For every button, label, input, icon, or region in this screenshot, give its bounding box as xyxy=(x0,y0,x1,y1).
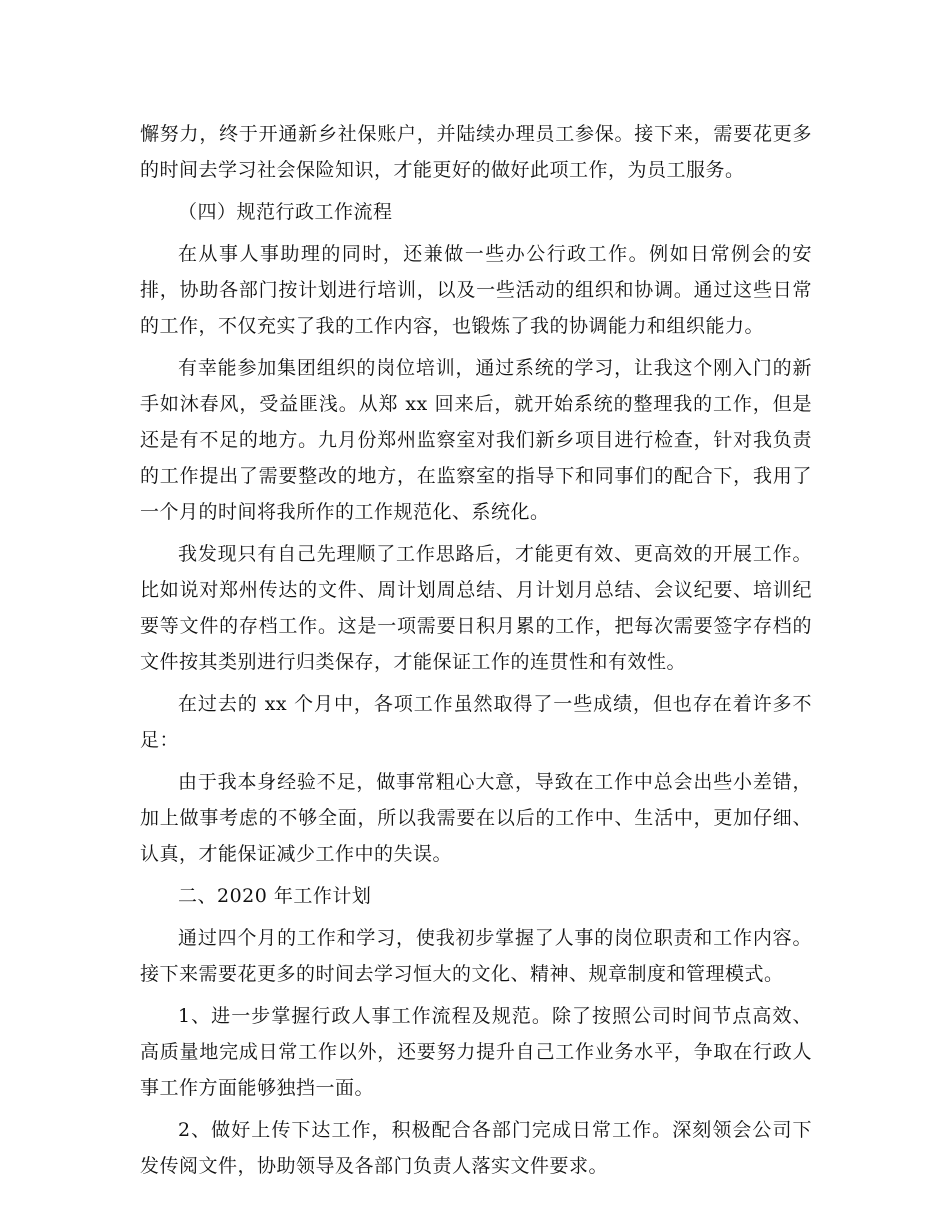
paragraph-4: 我发现只有自己先理顺了工作思路后，才能更有效、更高效的开展工作。比如说对郑州传达的文件、周计划周总结、月计划月总结、会议纪要、培训纪要等文件的存档工作。这是一项需要日积月累的工作，把每次需要签字存档的文件按其类别进行归类保存，才能保证工作的连贯性和有效性。 xyxy=(140,543,812,673)
section-heading-plan: 二、2020 年工作计划 xyxy=(178,885,372,907)
paragraph-3: 有幸能参加集团组织的岗位培训，通过系统的学习，让我这个刚入门的新手如沐春风，受益匪浅。从郑 xx 回来后，就开始系统的整理我的工作，但是还是有不足的地方。九月份郑州监察室对我们新乡项目进行检查，针对我负责的工作提出了需要整改的地方，在监察室的指导下和同事们的配合下，我用了一个月的时间将我所作的工作规范化、系统化。 xyxy=(140,357,812,523)
paragraph-1: 懈努力，终于开通新乡社保账户，并陆续办理员工参保。接下来，需要花更多的时间去学习社会保险知识，才能更好的做好此项工作，为员工服务。 xyxy=(140,123,812,181)
paragraph-7: 通过四个月的工作和学习，使我初步掌握了人事的岗位职责和工作内容。接下来需要花更多的时间去学习恒大的文化、精神、规章制度和管理模式。 xyxy=(140,927,812,985)
paragraph-5: 在过去的 xx 个月中，各项工作虽然取得了一些成绩，但也存在着许多不足： xyxy=(140,693,812,751)
plan-item-1: 1、进一步掌握行政人事工作流程及规范。除了按照公司时间节点高效、高质量地完成日常工作以外，还要努力提升自己工作业务水平，争取在行政人事工作方面能够独挡一面。 xyxy=(140,1005,812,1099)
paragraph-2: 在从事人事助理的同时，还兼做一些办公行政工作。例如日常例会的安排，协助各部门按计划进行培训，以及一些活动的组织和协调。通过这些日常的工作，不仅充实了我的工作内容，也锻炼了我的协调能力和组织能力。 xyxy=(140,243,812,337)
document-body xyxy=(140,116,812,1190)
paragraph-6: 由于我本身经验不足，做事常粗心大意，导致在工作中总会出些小差错，加上做事考虑的不够全面，所以我需要在以后的工作中、生活中，更加仔细、认真，才能保证减少工作中的失误。 xyxy=(140,771,812,865)
section-heading-4: （四）规范行政工作流程 xyxy=(178,201,393,223)
plan-item-2: 2、做好上传下达工作，积极配合各部门完成日常工作。深刻领会公司下发传阅文件，协助领导及各部门负责人落实文件要求。 xyxy=(140,1119,812,1177)
